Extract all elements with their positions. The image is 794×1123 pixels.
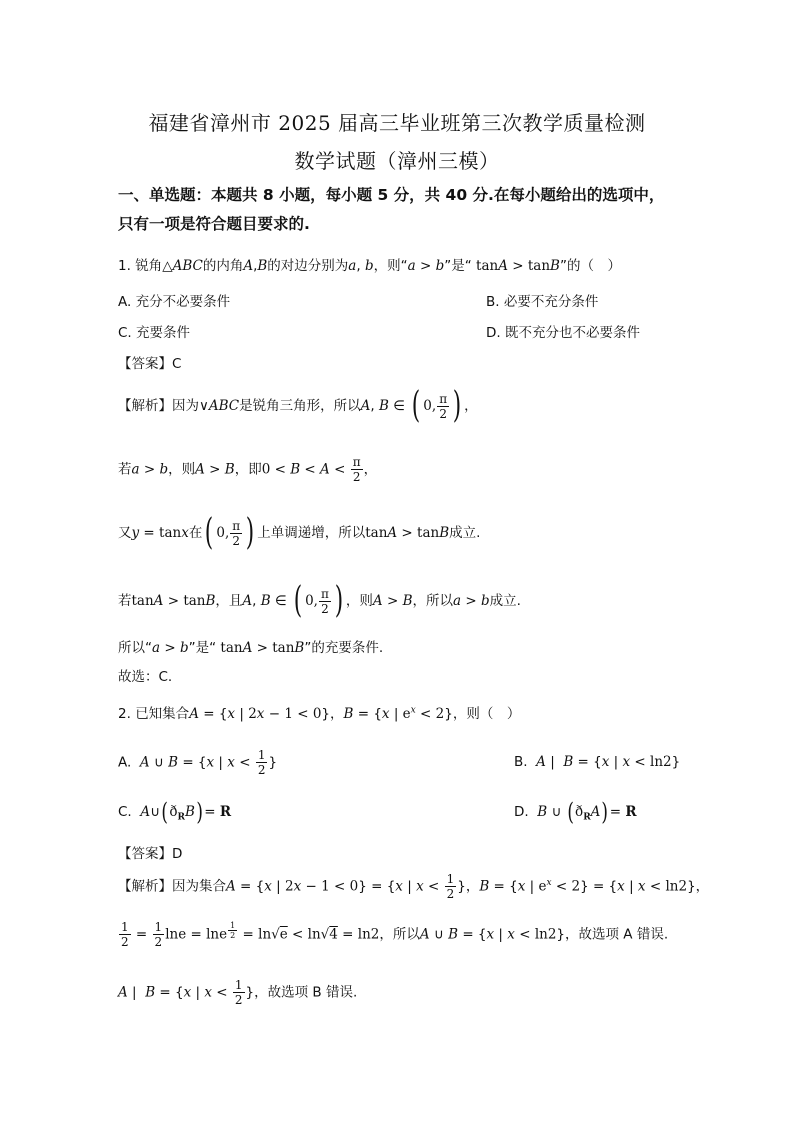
option-c[interactable]: C. $A\cup(ð_RB)= R$ (118, 798, 232, 826)
question-number: 2. (118, 706, 131, 722)
option-b[interactable]: B. A | B = {x | x < ln2} (514, 754, 681, 770)
analysis-1-line-6: 故选：C. (118, 669, 173, 685)
answer-value: C (172, 356, 182, 372)
answer-1: 【答案】C (118, 356, 182, 372)
option-d[interactable]: D. B ∪ $(ð_RA)= R$ (514, 798, 637, 826)
option-a[interactable]: A. 充分不必要条件 (118, 294, 231, 310)
question-2-stem: 2. 已知集合A = {x | 2x − 1 < 0}，B = {x | $e^x < 2$}，则（ ） (118, 705, 521, 722)
option-a[interactable]: A. A ∪ B = {x | x < $\frac{1}{2}$ } (118, 748, 278, 777)
analysis-1-line-5: 所以“a > b”是“ tanA > tanB”的充要条件. (118, 640, 384, 656)
section-heading: 一、单选题：本题共 8 小题，每小题 5 分，共 40 分.在每小题给出的选项中，只有一项是符合题目要求的. (118, 186, 665, 233)
analysis-1-line-2: 若a > b，则A > B，即0 < B < A < $\frac{\pi}{2}$ ， (118, 455, 378, 484)
analysis-2-line-3: A | B = {x | x < $\frac{1}{2}$ }，故选项 B 错误. (118, 978, 358, 1007)
answer-2: 【答案】D (118, 846, 183, 862)
question-number: 1. (118, 258, 131, 274)
analysis-2-line-2: $\frac{1}{2}$ = $\frac{1}{2}$ lne = lne $^{\frac{1}{2}}$ = ln√e < ln√4 = ln2，所以A ∪ B = {x | x < ln2}，故选项 A 错误. (121, 920, 669, 949)
answer-value: D (172, 846, 183, 862)
document-subtitle: 数学试题（漳州三模） (294, 149, 500, 173)
question-1-stem: 1. 锐角△ABC的内角A,B的对边分别为a, b，则“a > b”是“ tanA > tanB”的（ ） (118, 258, 621, 274)
analysis-1-line-4: 若tanA > tanB，且A, B ∈ ( 0, $\frac{\pi}{2}$ ) ，则A > B，所以a > b成立. (118, 580, 521, 621)
analysis-1-line-3: 又y = tanx在( 0, $\frac{\pi}{2}$ ) 上单调递增，所以tanA > tanB成立. (118, 512, 481, 553)
analysis-1-line-1: 【解析】因为∨ABC是锐角三角形，所以A, B ∈ ( 0, $\frac{\pi}{2}$ ) ， (118, 385, 478, 426)
analysis-2-line-1: 【解析】因为集合A = {x | 2x − 1 < 0} = {x | x < $\frac{1}{2}$ }，B = {x | $e^x < 2\} = \{x$ | x < ln2}， (118, 872, 710, 901)
option-d[interactable]: D. 既不充分也不必要条件 (486, 325, 640, 341)
option-b[interactable]: B. 必要不充分条件 (486, 294, 599, 310)
option-c[interactable]: C. 充要条件 (118, 325, 191, 341)
document-title: 福建省漳州市 2025 届高三毕业班第三次教学质量检测 (148, 111, 646, 135)
